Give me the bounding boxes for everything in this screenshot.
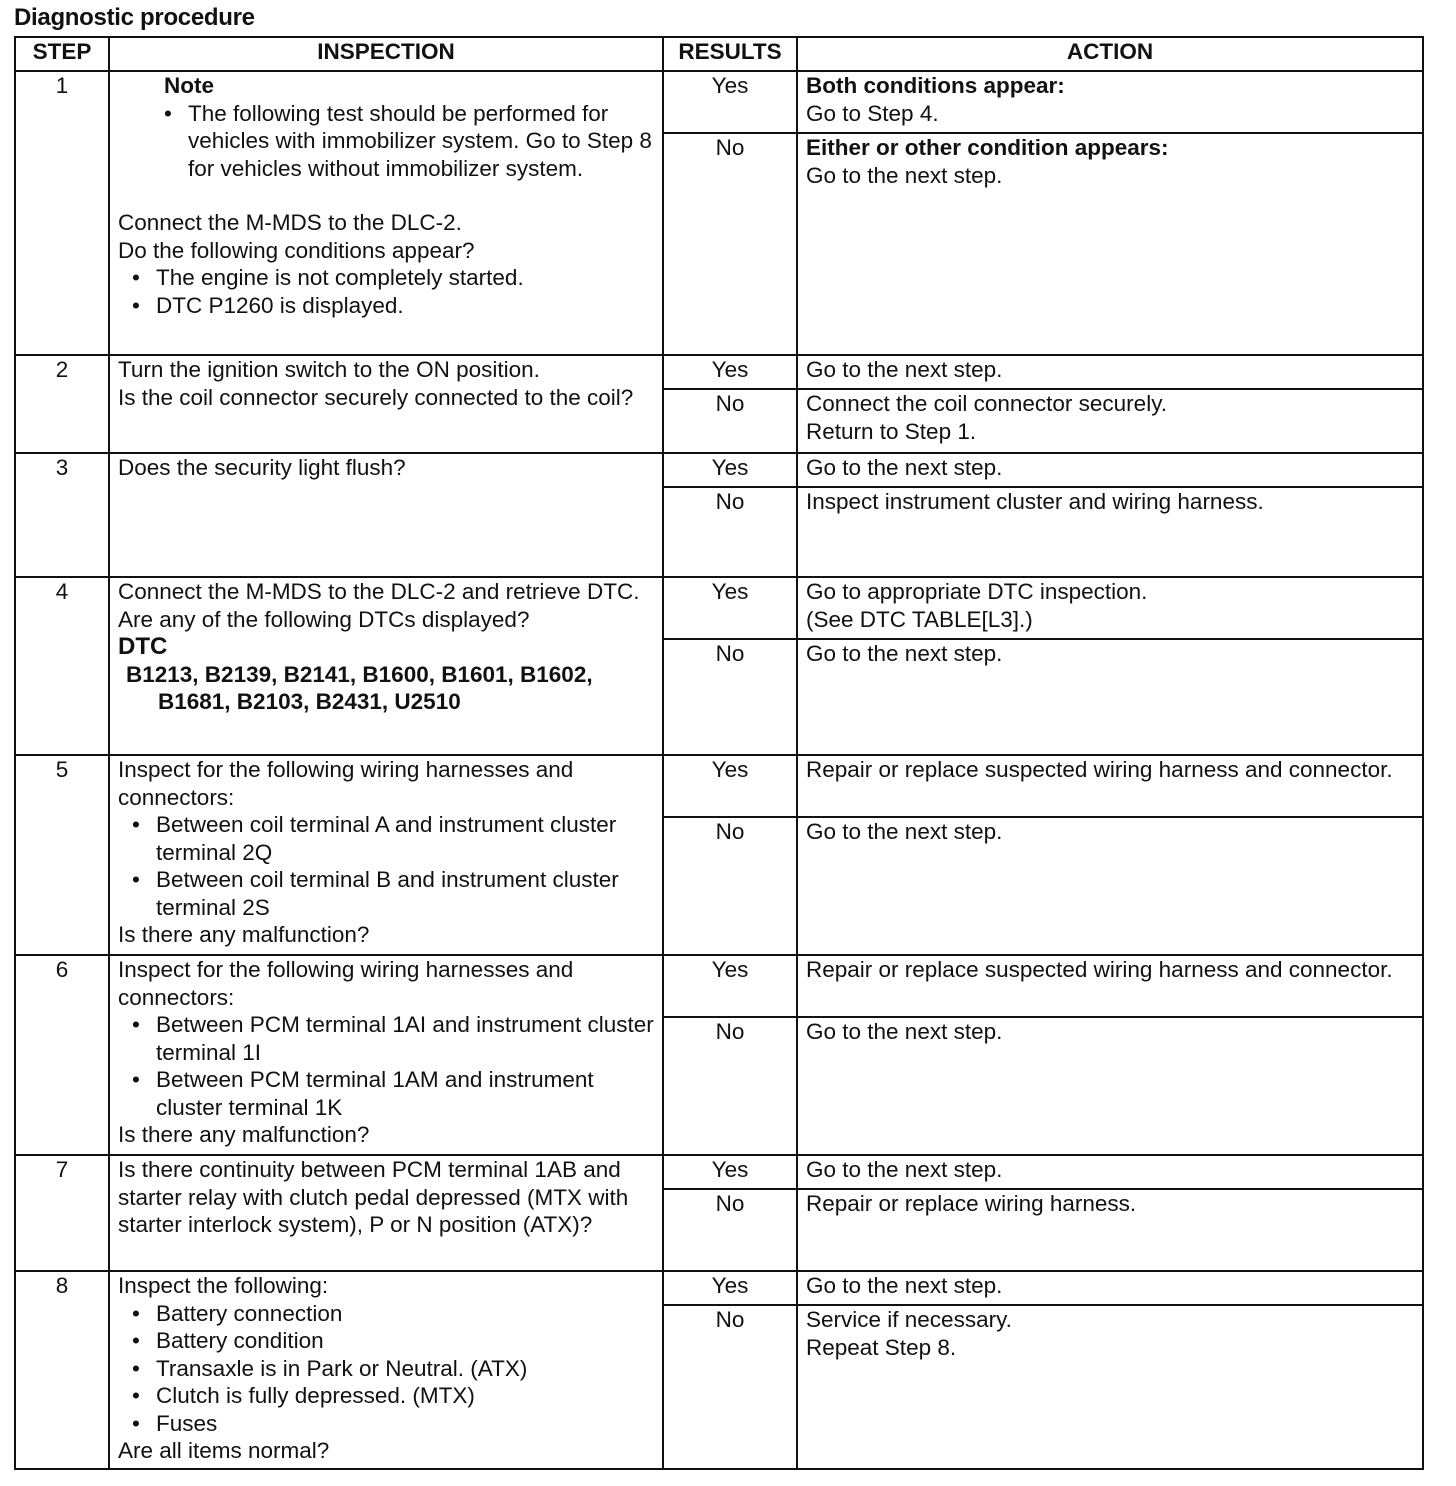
inspect-list	[118, 1300, 654, 1438]
result-yes: Yes	[663, 71, 797, 133]
note-item: • The following test should be performed for vehicles with immobilizer system. Go to Step 8 for vehicles without immobilizer system.	[118, 100, 654, 183]
inspection-line: Turn the ignition switch to the ON position.	[118, 357, 540, 382]
inspection-line: Inspect for the following wiring harnesses and connectors:	[118, 757, 574, 810]
action-yes: Repair or replace suspected wiring harness and connector.	[797, 755, 1423, 817]
note-list	[118, 100, 654, 183]
inspection-line: Inspect the following:	[118, 1273, 329, 1298]
action-yes: Go to the next step.	[797, 453, 1423, 487]
action-no: Go to the next step.	[797, 639, 1423, 755]
step-5-inspection	[109, 755, 663, 955]
action-text: Connect the coil connector securely.	[806, 391, 1168, 416]
step-4-yes-row	[15, 577, 1423, 639]
inspection-line: Connect the M-MDS to the DLC-2.	[118, 210, 462, 235]
action-text: Go to appropriate DTC inspection.	[806, 579, 1148, 604]
condition-list	[118, 264, 654, 319]
result-no: No	[663, 133, 797, 355]
action-condition: Both conditions appear:	[806, 73, 1065, 98]
result-no: No	[663, 1189, 797, 1271]
inspection-line: Inspect for the following wiring harnesses and connectors:	[118, 957, 574, 1010]
step-8-inspection	[109, 1271, 663, 1469]
step-number: 1	[15, 71, 109, 355]
action-text: Service if necessary.	[806, 1307, 1012, 1332]
step-number: 7	[15, 1155, 109, 1271]
harness-item: • Between coil terminal B and instrument cluster terminal 2S	[118, 866, 654, 921]
action-yes	[797, 577, 1423, 639]
result-no: No	[663, 1305, 797, 1469]
step-6-yes-row	[15, 955, 1423, 1017]
inspect-item: • Battery condition	[118, 1327, 654, 1355]
dtc-codes	[118, 661, 654, 716]
result-yes: Yes	[663, 955, 797, 1017]
result-no: No	[663, 817, 797, 955]
action-text: Go to Step 4.	[806, 100, 939, 126]
step-5-yes-row	[15, 755, 1423, 817]
action-yes: Go to the next step.	[797, 1271, 1423, 1305]
action-no: Repair or replace wiring harness.	[797, 1189, 1423, 1271]
step-number: 8	[15, 1271, 109, 1469]
page-title: Diagnostic procedure	[14, 4, 255, 31]
action-no	[797, 1305, 1423, 1469]
harness-list	[118, 811, 654, 921]
harness-item: • Between PCM terminal 1AI and instrument cluster terminal 1I	[118, 1011, 654, 1066]
inspection-line: Does the security light flush?	[118, 455, 406, 480]
diagnostic-table	[14, 36, 1424, 1470]
condition-item: • DTC P1260 is displayed.	[118, 292, 654, 320]
inspection-line: Is the coil connector securely connected to the coil?	[118, 384, 634, 410]
inspect-item: • Fuses	[118, 1410, 654, 1438]
action-no	[797, 133, 1423, 355]
step-8-yes-row	[15, 1271, 1423, 1305]
step-4-inspection	[109, 577, 663, 755]
inspection-line: Connect the M-MDS to the DLC-2 and retrieve DTC.	[118, 579, 640, 604]
action-text: Go to the next step.	[806, 162, 1003, 188]
step-number: 6	[15, 955, 109, 1155]
header-inspection: INSPECTION	[109, 37, 663, 71]
inspection-line: Do the following conditions appear?	[118, 237, 475, 263]
action-yes: Go to the next step.	[797, 355, 1423, 389]
step-number: 2	[15, 355, 109, 453]
action-no: Inspect instrument cluster and wiring harness.	[797, 487, 1423, 577]
step-6-inspection	[109, 955, 663, 1155]
step-1-inspection	[109, 71, 663, 355]
step-3-yes-row	[15, 453, 1423, 487]
result-yes: Yes	[663, 1271, 797, 1305]
header-step: STEP	[15, 37, 109, 71]
action-text: (See DTC TABLE[L3].)	[806, 606, 1033, 632]
inspection-question: Are all items normal?	[118, 1438, 330, 1463]
result-yes: Yes	[663, 755, 797, 817]
result-no: No	[663, 639, 797, 755]
inspection-line: Is there continuity between PCM terminal 1AB and starter relay with clutch pedal depressed (MTX with starter interlock system), P or N position (ATX)?	[118, 1157, 629, 1237]
header-row	[15, 37, 1423, 71]
harness-item: • Between coil terminal A and instrument cluster terminal 2Q	[118, 811, 654, 866]
result-yes: Yes	[663, 577, 797, 639]
action-no	[797, 389, 1423, 453]
result-no: No	[663, 1017, 797, 1155]
result-yes: Yes	[663, 355, 797, 389]
step-number: 3	[15, 453, 109, 577]
dtc-codes-line: B1681, B2103, B2431, U2510	[158, 689, 461, 714]
inspection-line: Are any of the following DTCs displayed?	[118, 606, 530, 632]
action-yes: Repair or replace suspected wiring harness and connector.	[797, 955, 1423, 1017]
result-yes: Yes	[663, 1155, 797, 1189]
action-text: Return to Step 1.	[806, 418, 977, 444]
harness-list	[118, 1011, 654, 1121]
inspection-question: Is there any malfunction?	[118, 1122, 370, 1147]
step-7-yes-row	[15, 1155, 1423, 1189]
dtc-title: DTC	[118, 633, 168, 660]
condition-item: • The engine is not completely started.	[118, 264, 654, 292]
result-no: No	[663, 389, 797, 453]
action-yes: Go to the next step.	[797, 1155, 1423, 1189]
step-2-inspection	[109, 355, 663, 453]
header-action: ACTION	[797, 37, 1423, 71]
header-results: RESULTS	[663, 37, 797, 71]
result-no: No	[663, 487, 797, 577]
step-number: 4	[15, 577, 109, 755]
step-number: 5	[15, 755, 109, 955]
step-1-yes-row	[15, 71, 1423, 133]
action-yes	[797, 71, 1423, 133]
result-yes: Yes	[663, 453, 797, 487]
step-7-inspection	[109, 1155, 663, 1271]
dtc-codes-line: B1213, B2139, B2141, B1600, B1601, B1602,	[126, 661, 593, 687]
action-no: Go to the next step.	[797, 817, 1423, 955]
inspection-question: Is there any malfunction?	[118, 922, 370, 947]
inspect-item: • Clutch is fully depressed. (MTX)	[118, 1382, 654, 1410]
inspect-item: • Transaxle is in Park or Neutral. (ATX)	[118, 1355, 654, 1383]
inspect-item: • Battery connection	[118, 1300, 654, 1328]
action-condition: Either or other condition appears:	[806, 135, 1169, 160]
action-no: Go to the next step.	[797, 1017, 1423, 1155]
action-text: Repeat Step 8.	[806, 1334, 957, 1360]
step-3-inspection	[109, 453, 663, 577]
step-2-yes-row	[15, 355, 1423, 389]
note-label: Note	[164, 73, 214, 98]
harness-item: • Between PCM terminal 1AM and instrument cluster terminal 1K	[118, 1066, 654, 1121]
